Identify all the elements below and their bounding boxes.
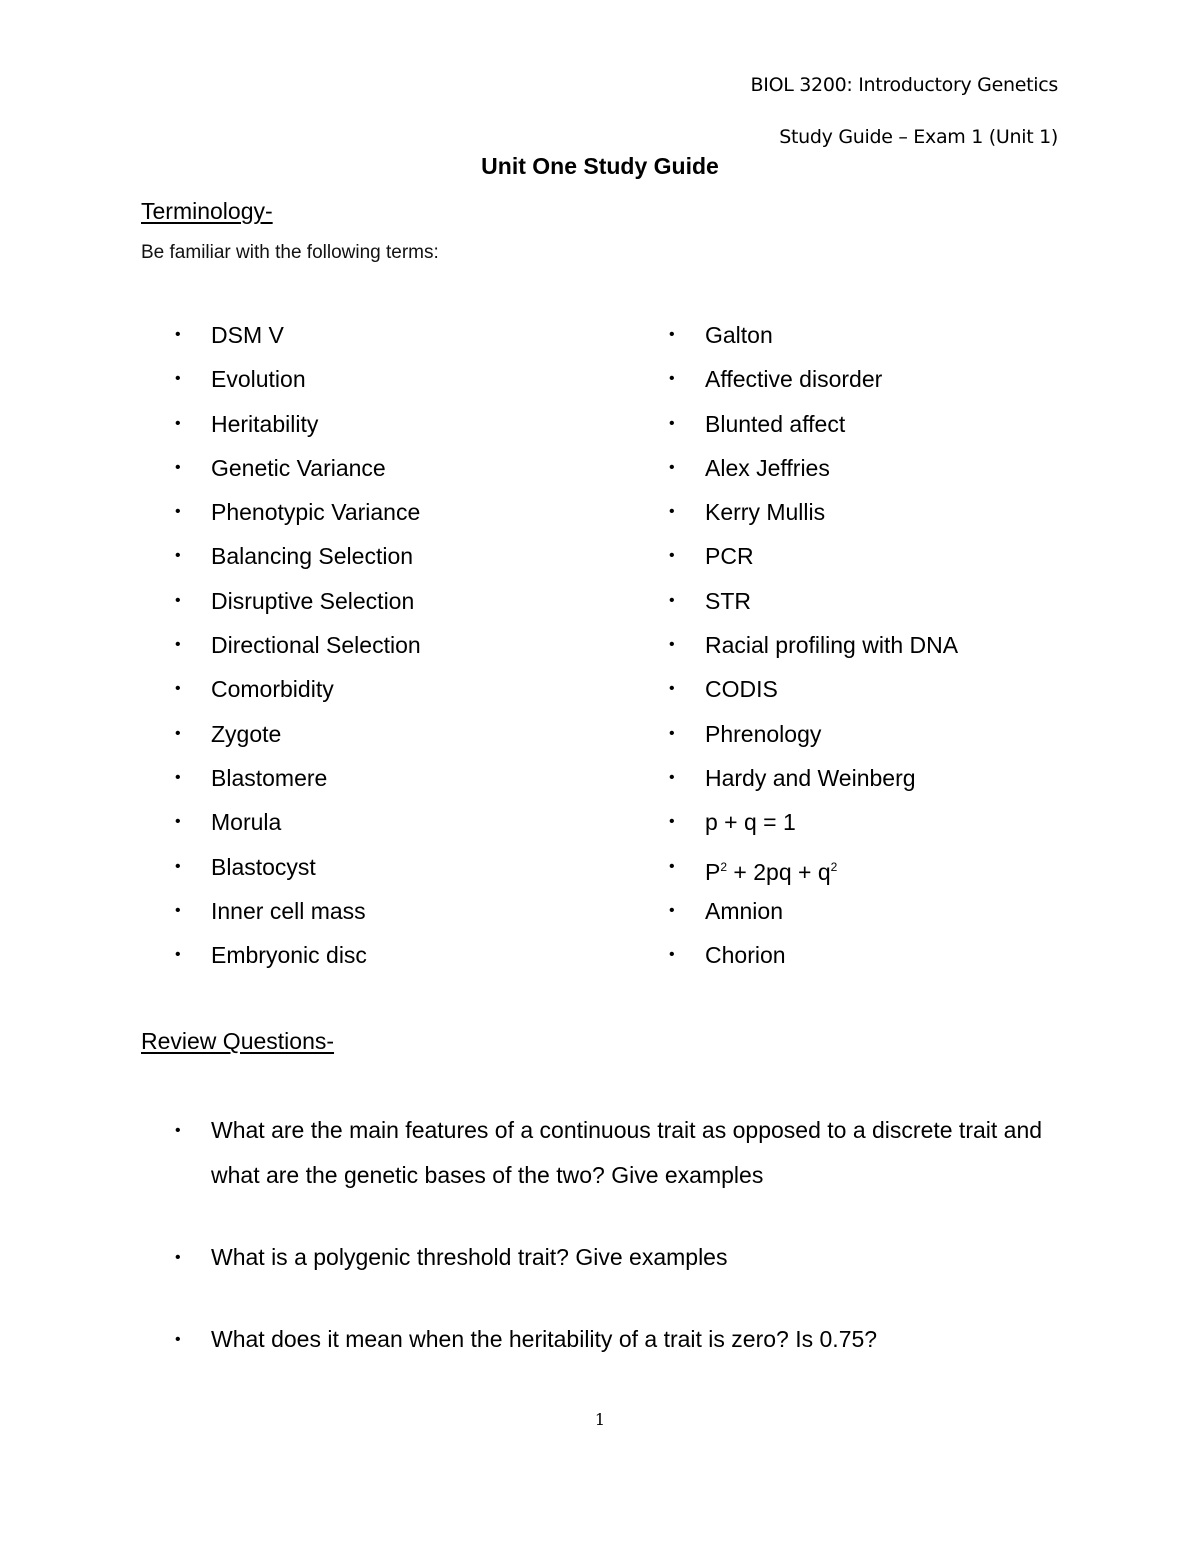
bullet-icon: • (175, 768, 181, 786)
term-item (669, 718, 958, 762)
bullet-icon: • (669, 857, 675, 875)
bullet-icon: • (175, 946, 181, 964)
bullet-icon: • (175, 813, 181, 831)
bullet-icon: • (669, 946, 675, 964)
equation-p: P (705, 858, 721, 885)
term-text: Disruptive Selection (211, 587, 415, 614)
bullet-icon: • (669, 591, 675, 609)
term-item (175, 939, 421, 983)
bullet-icon: • (175, 1331, 181, 1348)
review-question (175, 1322, 1055, 1362)
term-text: Galton (705, 322, 773, 348)
term-item (175, 319, 421, 363)
term-item (669, 762, 958, 806)
term-item (669, 319, 958, 363)
terminology-intro: Be familiar with the following terms: (141, 242, 439, 263)
term-item (669, 540, 958, 584)
term-item (175, 851, 421, 895)
review-questions-heading: Review Questions- (141, 1028, 335, 1054)
page-number: 1 (594, 1410, 606, 1429)
term-item (669, 408, 958, 452)
term-text: Inner cell mass (211, 897, 366, 924)
term-item (669, 629, 958, 673)
bullet-icon: • (175, 370, 181, 388)
bullet-icon: • (175, 326, 181, 343)
term-text: Directional Selection (211, 632, 421, 659)
bullet-icon: • (175, 901, 181, 919)
term-text: Phrenology (705, 720, 822, 747)
term-text: Morula (211, 809, 282, 836)
bullet-icon: • (669, 458, 675, 476)
term-item (175, 496, 421, 540)
bullet-icon: • (175, 414, 181, 432)
term-text: Genetic Variance (211, 454, 386, 481)
term-text: Heritability (211, 410, 319, 437)
term-item (175, 673, 421, 717)
term-text: Chorion (705, 942, 786, 969)
equation-middle: + 2pq + q (727, 858, 831, 885)
term-item (669, 585, 958, 629)
bullet-icon: • (175, 724, 181, 742)
term-text: Blastocyst (211, 853, 316, 880)
bullet-icon: • (669, 901, 675, 919)
term-item (669, 363, 958, 407)
term-item (669, 496, 958, 540)
term-item (175, 540, 421, 584)
term-item (175, 363, 421, 407)
page-title: Unit One Study Guide (481, 153, 719, 179)
review-question (175, 1240, 1055, 1280)
equation-exponent: 2 (830, 859, 838, 874)
term-text: Amnion (705, 897, 783, 924)
bullet-icon: • (175, 636, 181, 654)
term-item (669, 452, 958, 496)
review-questions-list (175, 1113, 1055, 1404)
term-item (175, 452, 421, 496)
terms-list-right (669, 319, 958, 983)
term-text: Affective disorder (705, 366, 883, 393)
term-item (669, 851, 958, 895)
term-item (175, 585, 421, 629)
bullet-icon: • (669, 370, 675, 388)
bullet-icon: • (669, 680, 675, 698)
term-item (175, 629, 421, 673)
term-text: p + q = 1 (705, 809, 796, 836)
terms-list-left (175, 319, 421, 983)
bullet-icon: • (669, 503, 675, 521)
term-text: Racial profiling with DNA (705, 632, 959, 659)
term-text: Kerry Mullis (705, 499, 826, 526)
term-text: Phenotypic Variance (211, 499, 421, 526)
term-text: DSM V (211, 322, 284, 348)
bullet-icon: • (669, 636, 675, 654)
bullet-icon: • (669, 414, 675, 432)
bullet-icon: • (669, 547, 675, 565)
bullet-icon: • (669, 326, 675, 343)
bullet-icon: • (175, 547, 181, 565)
term-text: Comorbidity (211, 676, 334, 703)
term-item (669, 895, 958, 939)
term-item (175, 408, 421, 452)
bullet-icon: • (175, 1122, 181, 1139)
question-text: What does it mean when the heritability of a trait is zero? Is 0.75? (211, 1326, 878, 1352)
term-text: Embryonic disc (211, 942, 367, 969)
term-text: Zygote (211, 720, 282, 747)
term-text: Hardy and Weinberg (705, 764, 916, 791)
term-text: STR (705, 587, 751, 614)
term-text: Balancing Selection (211, 543, 414, 570)
term-text: CODIS (705, 676, 778, 703)
question-text: What is a polygenic threshold trait? Give examples (211, 1244, 728, 1270)
term-item (175, 718, 421, 762)
bullet-icon: • (175, 1249, 181, 1266)
bullet-icon: • (175, 458, 181, 476)
term-item (669, 673, 958, 717)
term-item (175, 762, 421, 806)
question-text: What are the main features of a continuous trait as opposed to a discrete trait and what are the genetic bases of the two? Give examples (211, 1117, 1043, 1188)
bullet-icon: • (175, 503, 181, 521)
course-title: BIOL 3200: Introductory Genetics (750, 74, 1058, 96)
equation-exponent: 2 (720, 859, 728, 874)
bullet-icon: • (175, 591, 181, 609)
bullet-icon: • (175, 680, 181, 698)
term-text: Alex Jeffries (705, 454, 830, 481)
review-question (175, 1113, 1055, 1198)
exam-subtitle: Study Guide – Exam 1 (Unit 1) (779, 126, 1058, 148)
hardy-weinberg-equation (705, 851, 837, 888)
bullet-icon: • (175, 857, 181, 875)
term-text: Blunted affect (705, 410, 846, 437)
term-text: PCR (705, 543, 754, 570)
term-text: Blastomere (211, 764, 328, 791)
bullet-icon: • (669, 813, 675, 831)
term-item (175, 895, 421, 939)
term-item (669, 939, 958, 983)
bullet-icon: • (669, 724, 675, 742)
bullet-icon: • (669, 768, 675, 786)
terminology-heading: Terminology- (141, 198, 273, 224)
term-item (669, 806, 958, 850)
term-item (175, 806, 421, 850)
term-text: Evolution (211, 366, 306, 393)
